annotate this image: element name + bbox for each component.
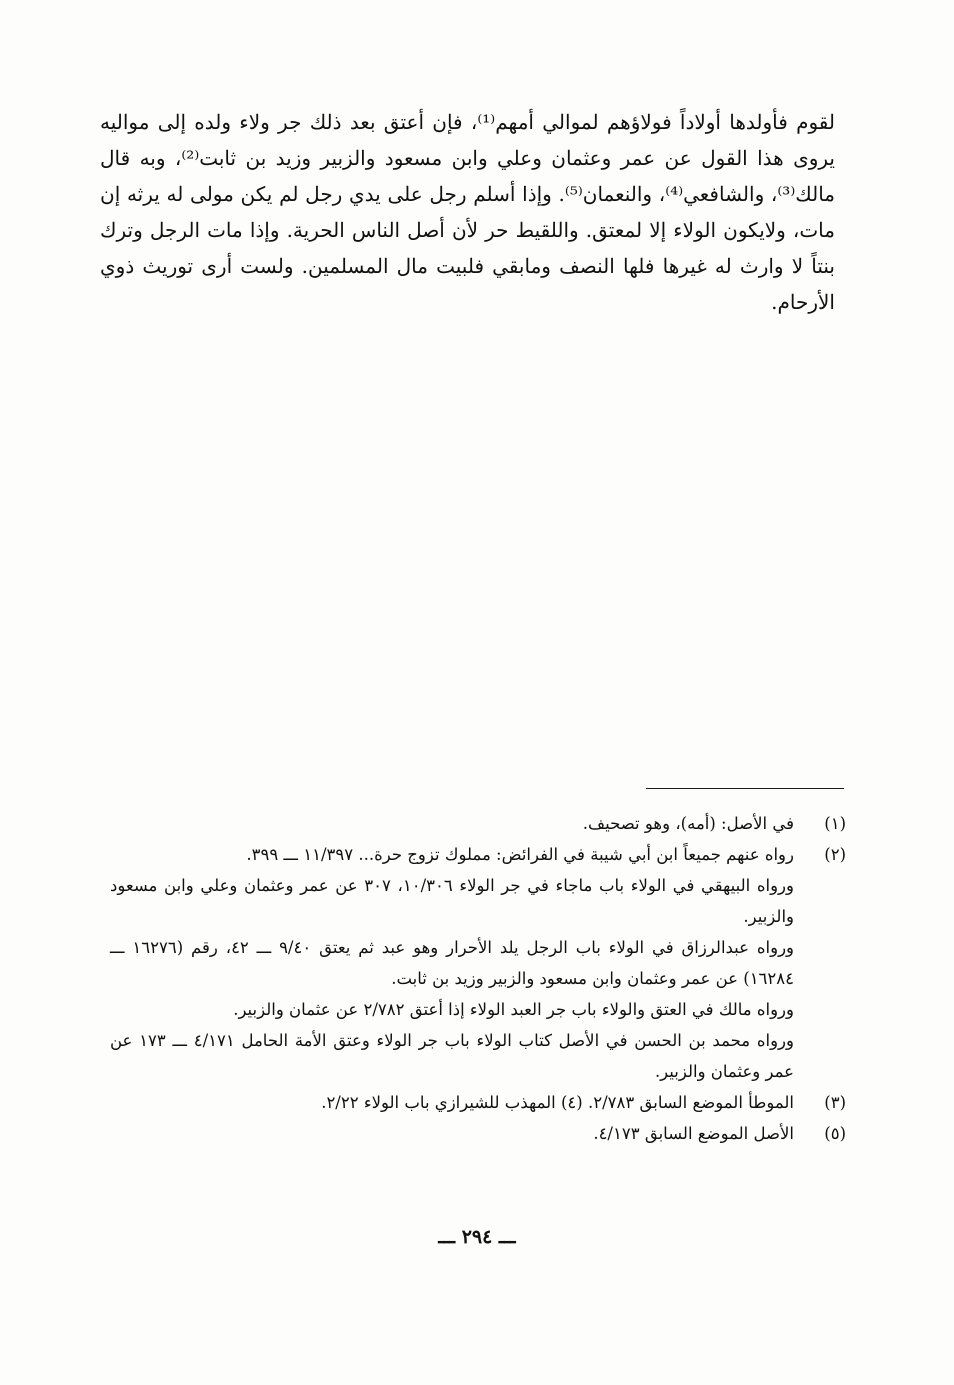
footnote-line: ورواه مالك في العتق والولاء باب جر العبد الولاء إذا أعتق ٢/٧٨٢ عن عثمان والزبير. [233, 1000, 794, 1019]
footnote-3 [110, 1087, 846, 1118]
footnote-number: (٥) [824, 1124, 846, 1143]
footnote-line: في الأصل: (أمه)، وهو تصحيف. [582, 814, 794, 833]
footnote-number: (٢) [824, 845, 846, 864]
footnote-line: الموطأ الموضع السابق ٢/٧٨٣. (٤) المهذب للشيرازي باب الولاء ٢/٢٢. [321, 1093, 794, 1112]
footnote-line: الأصل الموضع السابق ٤/١٧٣. [593, 1124, 794, 1143]
footnote-number: (٣) [824, 1093, 846, 1112]
footnote-divider [646, 788, 844, 789]
footnotes-section [110, 808, 846, 1149]
page-number: ـــ ٢٩٤ ـــ [438, 1226, 516, 1248]
footnote-line: ورواه عبدالرزاق في الولاء باب الرجل يلد الأحرار وهو عبد ثم يعتق ٩/٤٠ ـــ ٤٢، رقم (١٦٢٧٦ ـــ ١٦٢٨٤) عن عمر وعثمان وابن مسعود والزبير وزيد بن ثابت. [110, 938, 795, 988]
footnote-line: رواه عنهم جميعاً ابن أبي شيبة في الفرائض: مملوك تزوج حرة... ١١/٣٩٧ ـــ ٣٩٩. [246, 845, 794, 864]
footnote-line: ورواه البيهقي في الولاء باب ماجاء في جر الولاء ١٠/٣٠٦، ٣٠٧ عن عمر وعثمان وعلي وابن مسعود والزبير. [110, 876, 794, 926]
footnote-1 [110, 808, 846, 839]
footnote-2 [110, 839, 846, 1087]
footnote-line: ورواه محمد بن الحسن في الأصل كتاب الولاء باب جر الولاء وعتق الأمة الحامل ٤/١٧١ ـــ ١٧٣ عن عمر وعثمان والزبير. [110, 1031, 794, 1081]
footnote-number: (١) [824, 814, 846, 833]
main-body-text [100, 104, 835, 320]
main-paragraph: لقوم فأولدها أولاداً فولاؤهم لموالي أمهم⁽¹⁾، فإن أعتق بعد ذلك جر ولاء ولده إلى مواليه يروى هذا القول عن عمر وعثمان وعلي وابن مسعود والزبير وزيد بن ثابت⁽²⁾، وبه قال مالك⁽³⁾، والشافعي⁽⁴⁾، والنعمان⁽⁵⁾. وإذا أسلم رجل على يدي رجل لم يكن مولى له يرثه إن مات، ولايكون الولاء إلا لمعتق. واللقيط حر لأن أصل الناس الحرية. وإذا مات الرجل وترك بنتاً لا وارث له غيرها فلها النصف ومابقي فلبيت مال المسلمين. ولست أرى توريث ذوي الأرحام. [100, 110, 836, 314]
footnote-5 [110, 1118, 846, 1149]
